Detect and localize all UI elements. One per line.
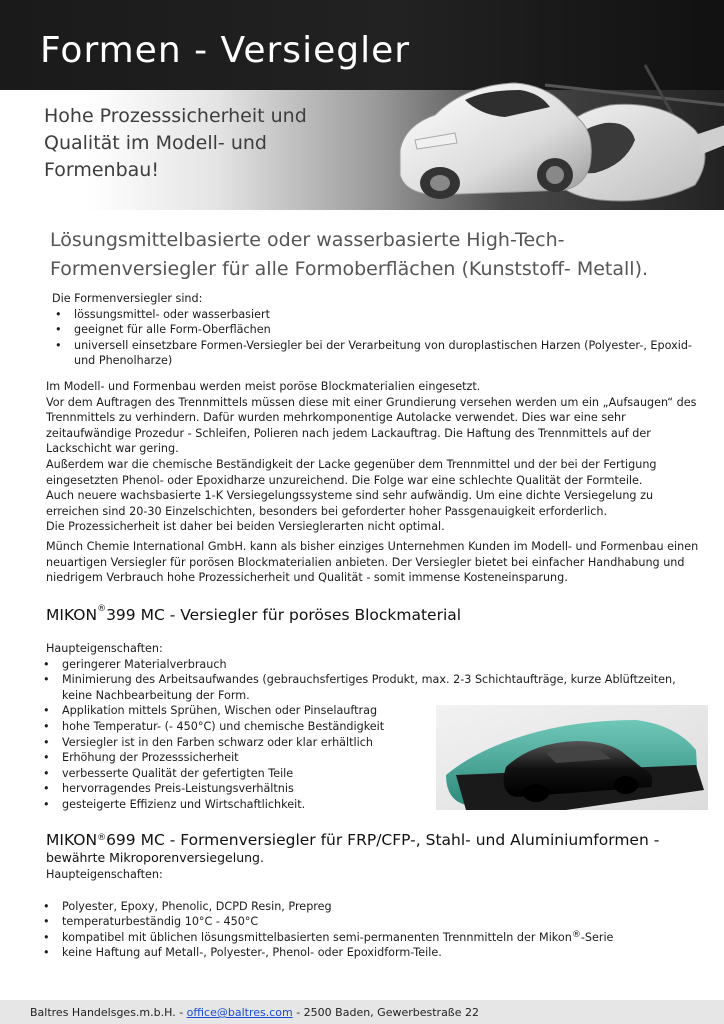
list-item: • kompatibel mit üblichen lösungsmittelbasierten semi-permanenten Trennmitteln der Mikon®-Serie [43, 929, 614, 944]
list-item: • hervorragendes Preis-Leistungsverhältnis [43, 782, 294, 796]
paragraph-line: Die Prozessicherheit ist daher bei beiden Versieglerarten nicht optimal. [46, 520, 445, 534]
list-item: • geringerer Materialverbrauch [43, 657, 227, 671]
product-2-heading: MIKON®699 MC - Formenversiegler für FRP/CFP-, Stahl- und Aluminiumformen - bewährte Mikroporenversiegelung. [46, 830, 716, 866]
product-2-subheading: bewährte Mikroporenversiegelung. [46, 850, 264, 865]
props-label: Haupteigenschaften: [46, 642, 163, 655]
bullet-icon: • [55, 323, 62, 337]
product-1-heading: MIKON®399 MC - Versiegler für poröses Blockmaterial [46, 604, 462, 624]
list-item: • keine Haftung auf Metall-, Polyester-, Phenol- oder Epoxidform-Teile. [43, 946, 442, 960]
page-subtitle: Hohe Prozesssicherheit und Qualität im Modell- und Formenbau! [44, 105, 307, 181]
bullet-icon: • [43, 673, 50, 687]
bullet-icon: • [43, 704, 50, 718]
bullet-icon: • [55, 307, 62, 321]
list-item: • temperaturbeständig 10°C - 450°C [43, 915, 259, 929]
bullet-icon: • [43, 930, 50, 944]
bullet-icon: • [43, 782, 50, 796]
paragraph-line: Im Modell- und Formenbau werden meist poröse Blockmaterialien eingesetzt. [46, 380, 481, 393]
car-and-helicopter-photo [395, 45, 724, 210]
bullet-icon: • [43, 751, 50, 765]
bullet-icon: • [43, 766, 50, 780]
bullet-icon: • [43, 657, 50, 671]
lead-statement: Lösungsmittelbasierte oder wasserbasierte High-Tech-Formenversiegler für alle Formoberflächen (Kunststoff- Metall). [50, 229, 649, 280]
list-item: • verbesserte Qualität der gefertigten Teile [43, 766, 294, 780]
intro-section [52, 291, 702, 369]
list-item: • Versiegler ist in den Farben schwarz oder klar erhältlich [43, 735, 373, 749]
paragraph-line: Auch neuere wachsbasierte 1-K Versiegelungssysteme sind sehr aufwändig. Um eine dichte Versiegelung zu erreichen sind 20-30 Einzelschichten, besonders bei geforderter hoher Passgenauigkeit erforderlich. [46, 489, 654, 518]
body-paragraph-2: Münch Chemie International GmbH. kann als bisher einziges Unternehmen Kunden im Modell- und Formenbau einen neuartigen Versiegler für porösen Blockmaterialien anbieten. Der Versiegler bietet bei einfacher Handhabung und niedrigem Verbrauch hohe Prozessicherheit und Qualität - somit immense Kosteneinsparung. [46, 540, 699, 585]
footer-email-link[interactable]: office@baltres.com [186, 1006, 293, 1019]
list-item: • geeignet für alle Form-Oberflächen [55, 323, 271, 337]
bullet-icon: • [43, 719, 50, 733]
footer-company: Baltres Handelsges.m.b.H. - [30, 1006, 187, 1019]
bullet-icon: • [43, 915, 50, 929]
props-label: Haupteigenschaften: [46, 868, 163, 881]
bullet-icon: • [43, 735, 50, 749]
footer-address: - 2500 Baden, Gewerbestraße 22 [292, 1006, 479, 1019]
list-item: • gesteigerte Effizienz und Wirtschaftlichkeit. [43, 797, 306, 811]
list-item: • lössungsmittel- oder wasserbasiert [55, 307, 270, 321]
bullet-icon: • [55, 338, 62, 352]
paragraph-line: Vor dem Auftragen des Trennmittels müssen diese mit einer Grundierung versehen werden um ein „Aufsaugen“ des Trennmittels zu verhindern. Dafür wurden mehrkomponentige Autolacke verwendet. Dies war eine sehr zeitaufwändige Prozedur - Schleifen, Polieren nach jedem Lackauftrag. Die Haftung des Trennmittels auf der Lackschicht war gering. [46, 395, 697, 456]
sealed-car-model-photo [436, 705, 708, 810]
list-item: • Minimierung des Arbeitsaufwandes (gebrauchsfertiges Produkt, max. 2-3 Schichtaufträge, kurze Ablüftzeiten, keine Nachbearbeitung der Form. [43, 673, 676, 702]
intro-heading: Die Formenversiegler sind: [52, 292, 203, 305]
intro-list [52, 307, 702, 369]
list-item: • Polyester, Epoxy, Phenolic, DCPD Resin, Prepreg [43, 899, 332, 913]
list-item: • hohe Temperatur- (- 450°C) und chemische Beständigkeit [43, 719, 385, 733]
footer-contact [30, 1006, 479, 1019]
bullet-icon: • [43, 946, 50, 960]
product-2-props [43, 867, 706, 961]
bullet-icon: • [43, 797, 50, 811]
list-item: • Applikation mittels Sprühen, Wischen oder Pinselauftrag [43, 704, 378, 718]
page-title: Formen - Versiegler [40, 30, 411, 71]
list-item: • universell einsetzbare Formen-Versiegler bei der Verarbeitung von duroplastischen Harzen (Polyester-, Epoxid- und Phenolharze) [55, 338, 692, 368]
body-paragraph-1 [46, 379, 701, 535]
list-item: • Erhöhung der Prozesssicherheit [43, 751, 239, 765]
paragraph-line: Außerdem war die chemische Beständigkeit der Lacke gegenüber dem Trennmittel und der bei der Fertigung eingesetzten Phenol- oder Epoxidharze unzureichend. Die Folge war eine schlechte Qualität der Formteile. [46, 457, 657, 487]
bullet-icon: • [43, 899, 50, 913]
product-2-list [40, 899, 706, 961]
